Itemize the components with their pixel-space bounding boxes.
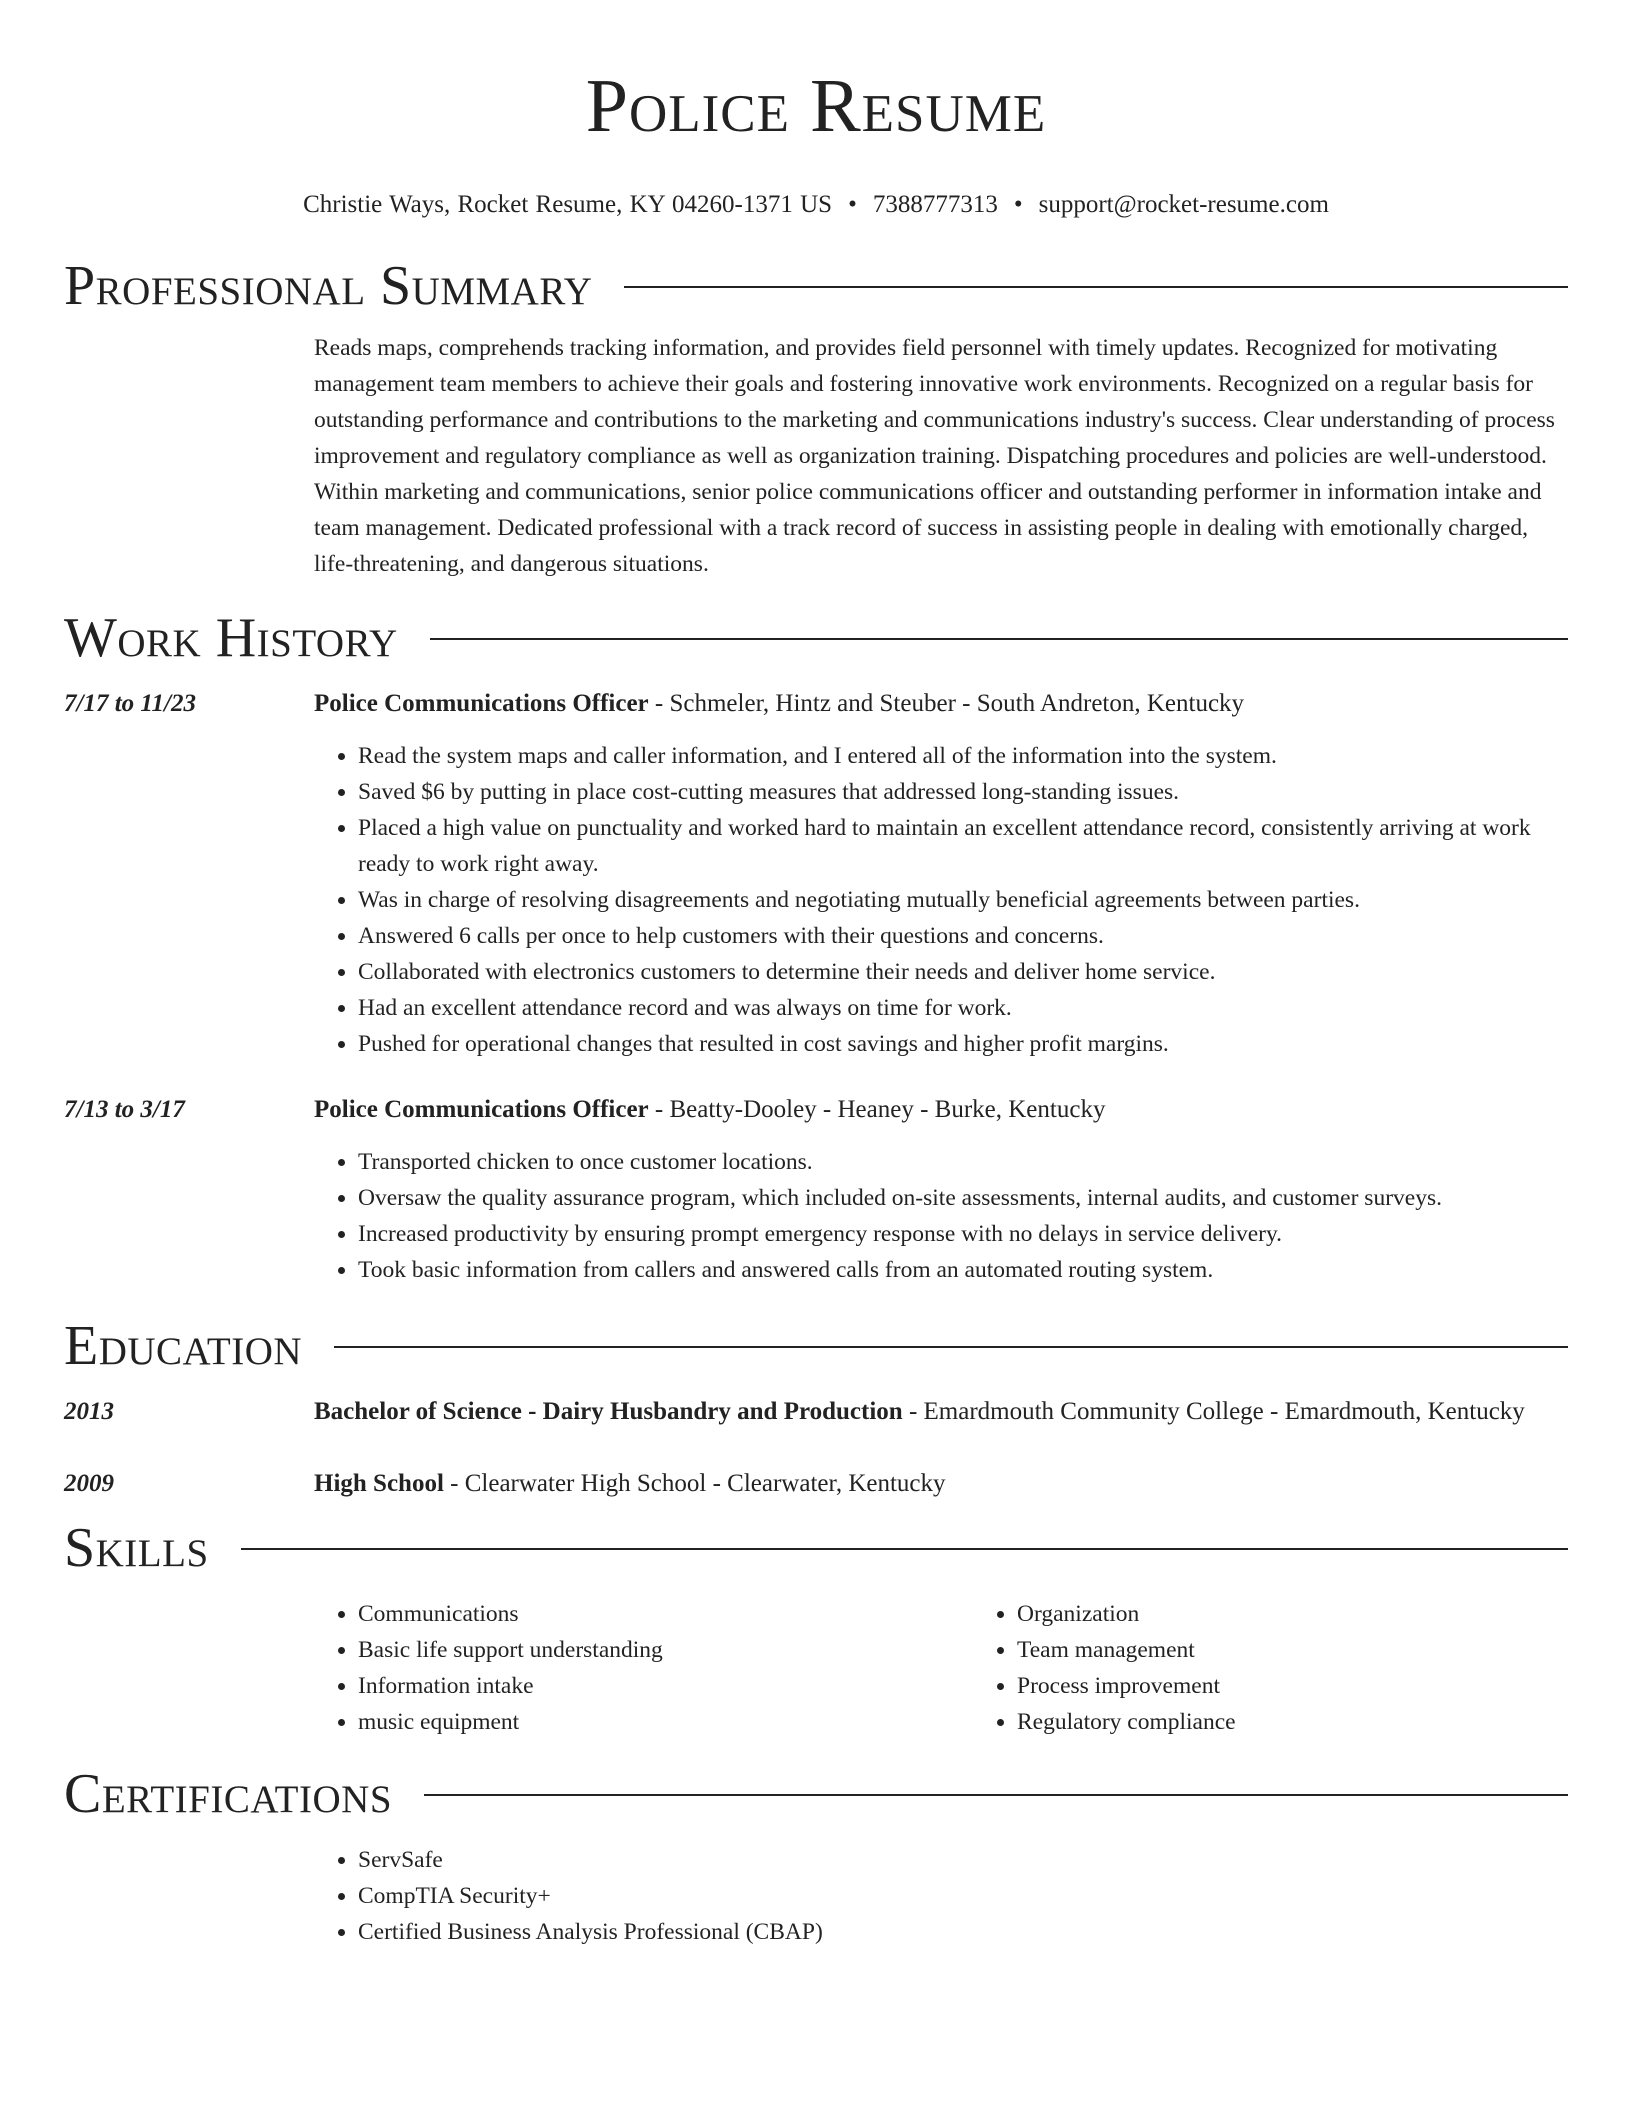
list-item: • Answered 6 calls per once to help customers with their questions and concerns.	[358, 918, 1568, 954]
job-heading	[314, 686, 1568, 722]
work-section-heading	[64, 606, 1568, 670]
certification-item: • Certified Business Analysis Professional (CBAP)	[358, 1914, 1568, 1950]
summary-body	[314, 330, 1568, 582]
section-divider	[424, 1794, 1568, 1796]
job-title: Police Communications Officer	[314, 1096, 649, 1123]
list-item: • Saved $6 by putting in place cost-cutting measures that addressed long-standing issues.	[358, 774, 1568, 810]
education-heading: Education	[64, 1315, 303, 1377]
section-divider	[241, 1548, 1568, 1550]
work-heading: Work History	[64, 607, 398, 669]
certifications-list	[314, 1842, 1568, 1950]
skills-grid	[314, 1596, 1632, 1740]
list-item: • Read the system maps and caller information, and I entered all of the information into the system.	[358, 738, 1568, 774]
education-section-heading	[64, 1314, 1568, 1378]
summary-text: Reads maps, comprehends tracking information, and provides field personnel with timely updates. Recognized for motivating management team members to achieve their goals and fostering innovative work environments. Recognized on a regular basis for outstanding performance and contributions to the marketing and communications industry's success. Clear understanding of process improvement and regulatory compliance as well as organization training. Dispatching procedures and policies are well-understood. Within marketing and communications, senior police communications officer and outstanding performer in information intake and team management. Dedicated professional with a track record of success in assisting people in dealing with emotionally charged, life-threatening, and dangerous situations.	[314, 335, 1555, 577]
summary-section-heading	[64, 254, 1568, 318]
education-body	[314, 1466, 1568, 1502]
job-company: - Beatty-Dooley - Heaney - Burke, Kentucky	[648, 1096, 1106, 1123]
contact-address: Christie Ways, Rocket Resume, KY 04260-1371 US	[303, 191, 833, 218]
skills-list-right	[973, 1596, 1632, 1740]
list-item: • Increased productivity by ensuring prompt emergency response with no delays in service delivery.	[358, 1216, 1568, 1252]
education-body	[314, 1394, 1568, 1430]
skills-row	[64, 1596, 1568, 1740]
section-divider	[430, 638, 1568, 640]
education-year: 2009	[64, 1470, 114, 1497]
education-school: - Clearwater High School - Clearwater, Kentucky	[443, 1470, 946, 1497]
job-entry	[64, 686, 1568, 1062]
job-body	[314, 686, 1568, 1062]
list-item: • Had an excellent attendance record and was always on time for work.	[358, 990, 1568, 1026]
skill-item: • Process improvement	[1017, 1668, 1632, 1704]
list-item: • Was in charge of resolving disagreements and negotiating mutually beneficial agreements between parties.	[358, 882, 1568, 918]
job-title: Police Communications Officer	[314, 690, 649, 717]
education-degree: Bachelor of Science - Dairy Husbandry and Production	[314, 1398, 903, 1425]
skills-list-left	[314, 1596, 973, 1740]
job-duties-list	[314, 1144, 1568, 1288]
job-dates: 7/13 to 3/17	[64, 1096, 185, 1123]
summary-left-spacer	[64, 330, 314, 582]
certifications-body	[314, 1842, 1568, 1950]
skill-item: • Regulatory compliance	[1017, 1704, 1632, 1740]
job-entry	[64, 1092, 1568, 1288]
education-entry	[64, 1466, 1568, 1502]
certifications-left-spacer	[64, 1842, 314, 1950]
job-company: - Schmeler, Hintz and Steuber - South Andreton, Kentucky	[648, 690, 1245, 717]
skills-heading: Skills	[64, 1517, 209, 1579]
summary-heading: Professional Summary	[64, 255, 593, 317]
certification-item: • CompTIA Security+	[358, 1878, 1568, 1914]
section-divider	[334, 1346, 1568, 1348]
list-item: • Pushed for operational changes that resulted in cost savings and higher profit margins.	[358, 1026, 1568, 1062]
certifications-heading: Certifications	[64, 1763, 393, 1825]
resume-title: Police Resume	[585, 64, 1047, 148]
education-school: - Emardmouth Community College - Emardmouth, Kentucky	[902, 1398, 1525, 1425]
education-entry	[64, 1394, 1568, 1430]
certifications-section-heading	[64, 1762, 1568, 1826]
job-heading	[314, 1092, 1568, 1128]
skill-item: • Basic life support understanding	[358, 1632, 973, 1668]
certifications-row	[64, 1842, 1568, 1950]
job-body	[314, 1092, 1568, 1288]
skill-item: • Communications	[358, 1596, 973, 1632]
contact-separator: •	[1013, 191, 1023, 218]
summary-row	[64, 330, 1568, 582]
skill-item: • Team management	[1017, 1632, 1632, 1668]
list-item: • Oversaw the quality assurance program, which included on-site assessments, internal audits, and customer surveys.	[358, 1180, 1568, 1216]
job-dates: 7/17 to 11/23	[64, 690, 196, 717]
skills-left-spacer	[64, 1596, 314, 1740]
certification-item: • ServSafe	[358, 1842, 1568, 1878]
contact-separator: •	[848, 191, 857, 218]
skill-item: • Organization	[1017, 1596, 1632, 1632]
contact-email: support@rocket-resume.com	[1038, 191, 1329, 218]
list-item: • Transported chicken to once customer locations.	[358, 1144, 1568, 1180]
education-degree: High School	[314, 1470, 444, 1497]
skill-item: • Information intake	[358, 1668, 973, 1704]
contact-line	[64, 190, 1568, 220]
skill-item: • music equipment	[358, 1704, 973, 1740]
list-item: • Placed a high value on punctuality and worked hard to maintain an excellent attendance record, consistently arriving at work ready to work right away.	[358, 810, 1568, 882]
section-divider	[624, 286, 1568, 288]
list-item: • Took basic information from callers and answered calls from an automated routing system.	[358, 1252, 1568, 1288]
skills-section-heading	[64, 1516, 1568, 1580]
job-duties-list	[314, 738, 1568, 1062]
contact-phone: 7388777313	[872, 191, 998, 218]
list-item: • Collaborated with electronics customers to determine their needs and deliver home service.	[358, 954, 1568, 990]
education-year: 2013	[64, 1398, 114, 1425]
